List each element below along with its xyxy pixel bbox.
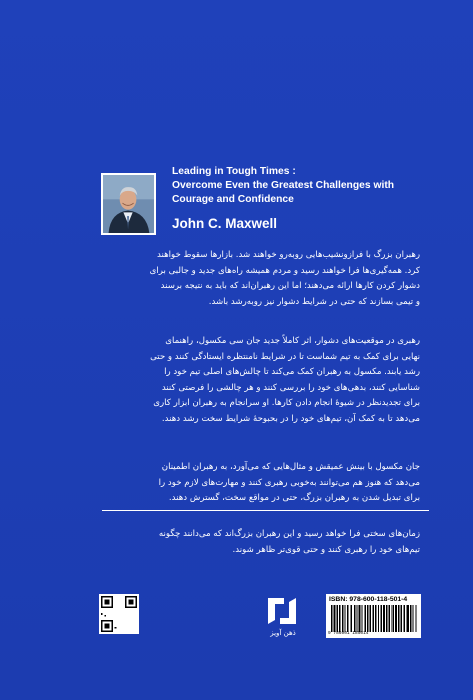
barcode-digits: 9 786001 185014	[328, 631, 369, 636]
section-divider	[102, 510, 429, 511]
text-line: تیم‌های خود را رهبری کنند و حتی قوی‌تر ظاهر شوند.	[232, 544, 420, 555]
barcode-bars	[329, 605, 418, 632]
author-name: John C. Maxwell	[172, 216, 278, 231]
text-line: شناسایی کنند، بدهی‌های خود را بررسی کنند و هر چالشی را فرصتی کنند	[161, 382, 420, 393]
qr-code	[99, 594, 139, 634]
book-title	[172, 165, 442, 207]
book-title-line: Overcome Even the Greatest Challenges with	[172, 180, 395, 191]
text-line: رهبری در موقعیت‌های دشوار، اثر کاملاً جدید جان سی مکسول، راهنمای	[165, 336, 420, 346]
author-photo	[101, 173, 156, 235]
text-line: کرد. همه‌گیری‌ها فرا خواهند رسید و مردم همیشه راه‌های جدید و جالبی برای	[149, 265, 420, 276]
blurb-paragraph-2	[103, 334, 420, 428]
blurb-paragraph-1	[103, 248, 420, 310]
text-line: رهبران بزرگ با فرازونشیب‌هایی روبه‌رو خواهند شد. بازارها سقوط خواهند	[157, 250, 420, 260]
publisher-name: ذهن آویز	[270, 629, 296, 637]
blurb-paragraph-4	[103, 527, 420, 558]
text-line: جان مکسول با بینش عمیقش و مثال‌هایی که می‌آورد، به رهبران اطمینان	[161, 462, 420, 472]
text-line: برای تجدیدنظر در شیوهٔ انجام دادن کارها. او سرانجام به رهبران ابزار کاری	[153, 398, 420, 409]
book-title-line: Leading in Tough Times :	[172, 166, 296, 177]
publisher-logo-icon	[264, 594, 300, 628]
isbn-number: ISBN: 978-600-118-501-4	[329, 596, 408, 603]
text-line: می‌دهد تا به کمک آن، تیم‌های خود را در بحبوحهٔ شرایط سخت رشد دهند.	[161, 413, 420, 424]
blurb-paragraph-3	[103, 460, 420, 507]
text-line: زمان‌های سختی فرا خواهد رسید و این رهبران بزرگ‌اند که می‌دانند چگونه	[158, 529, 420, 539]
text-line: برای تبدیل شدن به رهبران بزرگ، حتی در مواقع سخت، گسترش دهند.	[168, 493, 420, 504]
text-line: دشوار کردن کارها ارائه می‌دهند؛ اما این رهبران‌اند که باید به نتیجه برسند	[160, 281, 420, 292]
text-line: و تیمی بسازند که حتی در شرایط دشوار نیز روبه‌رشد باشد.	[208, 296, 420, 307]
text-line: رشد یابند. مکسول به رهبران کمک می‌کند تا چالش‌های اصلی تیم خود را	[164, 367, 420, 378]
text-line: می‌دهد که هنوز هم می‌توانند به‌خوبی رهبری کنند و مهارت‌های لازم خود را	[158, 477, 420, 488]
book-title-line: Courage and Confidence	[172, 194, 294, 205]
text-line: نهایی برای کمک به تیم شماست تا در شرایط نامنتظره ایستادگی کنند و حتی	[150, 351, 420, 362]
